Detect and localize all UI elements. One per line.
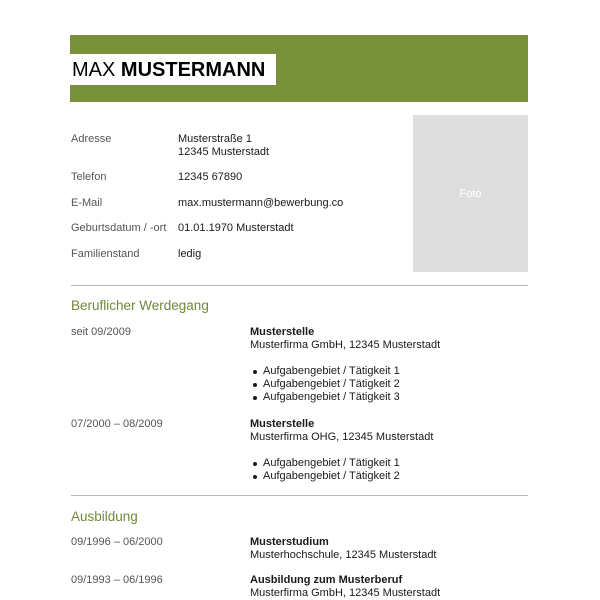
task-item: Aufgabengebiet / Tätigkeit 1: [263, 457, 433, 470]
education-entry: [250, 536, 437, 562]
education-entry: [250, 574, 440, 600]
entry-subtitle: Musterfirma GmbH, 12345 Musterstadt: [250, 587, 441, 599]
entry-subtitle: Musterhochschule, 12345 Musterstadt: [250, 549, 437, 561]
task-item: Aufgabengebiet / Tätigkeit 1: [263, 365, 440, 378]
first-name: MAX: [72, 59, 116, 81]
applicant-name: [72, 58, 265, 82]
info-value: [178, 133, 418, 159]
info-value: max.mustermann@bewerbung.co: [178, 197, 344, 209]
task-list: [250, 365, 440, 404]
last-name: MUSTERMANN: [120, 59, 266, 81]
task-item: Aufgabengebiet / Tätigkeit 2: [263, 378, 440, 391]
entry-subtitle: Musterfirma GmbH, 12345 Musterstadt: [250, 339, 441, 351]
divider: [71, 285, 528, 286]
info-label: Geburtsdatum / -ort: [71, 222, 167, 234]
entry-date: 09/1996 – 06/2000: [71, 536, 163, 548]
task-list: [250, 457, 433, 483]
info-label: Telefon: [71, 171, 107, 183]
entry-date: 09/1993 – 06/1996: [71, 574, 163, 586]
section-title-career: Beruflicher Werdegang: [71, 298, 209, 313]
address-street: Musterstraße 1: [178, 133, 252, 145]
entry-title: Musterstudium: [250, 536, 329, 548]
entry-date: 07/2000 – 08/2009: [71, 418, 163, 430]
task-item: Aufgabengebiet / Tätigkeit 2: [263, 470, 433, 483]
info-value: 01.01.1970 Musterstadt: [178, 222, 294, 234]
info-label: Adresse: [71, 133, 112, 145]
career-entry: [250, 418, 433, 483]
career-entry: [250, 326, 440, 404]
divider: [71, 495, 528, 496]
info-label: Familienstand: [71, 248, 140, 260]
info-value: 12345 67890: [178, 171, 243, 183]
entry-title: Musterstelle: [250, 326, 315, 338]
photo-label: Foto: [459, 187, 482, 200]
info-label: E-Mail: [71, 197, 103, 209]
task-item: Aufgabengebiet / Tätigkeit 3: [263, 391, 440, 404]
photo-placeholder: [413, 115, 528, 272]
entry-subtitle: Musterfirma OHG, 12345 Musterstadt: [250, 431, 434, 443]
entry-date: seit 09/2009: [71, 326, 131, 338]
address-city: 12345 Musterstadt: [178, 146, 270, 158]
info-value: ledig: [178, 248, 202, 260]
section-title-education: Ausbildung: [71, 509, 138, 524]
entry-title: Ausbildung zum Musterberuf: [250, 574, 403, 586]
entry-title: Musterstelle: [250, 418, 315, 430]
